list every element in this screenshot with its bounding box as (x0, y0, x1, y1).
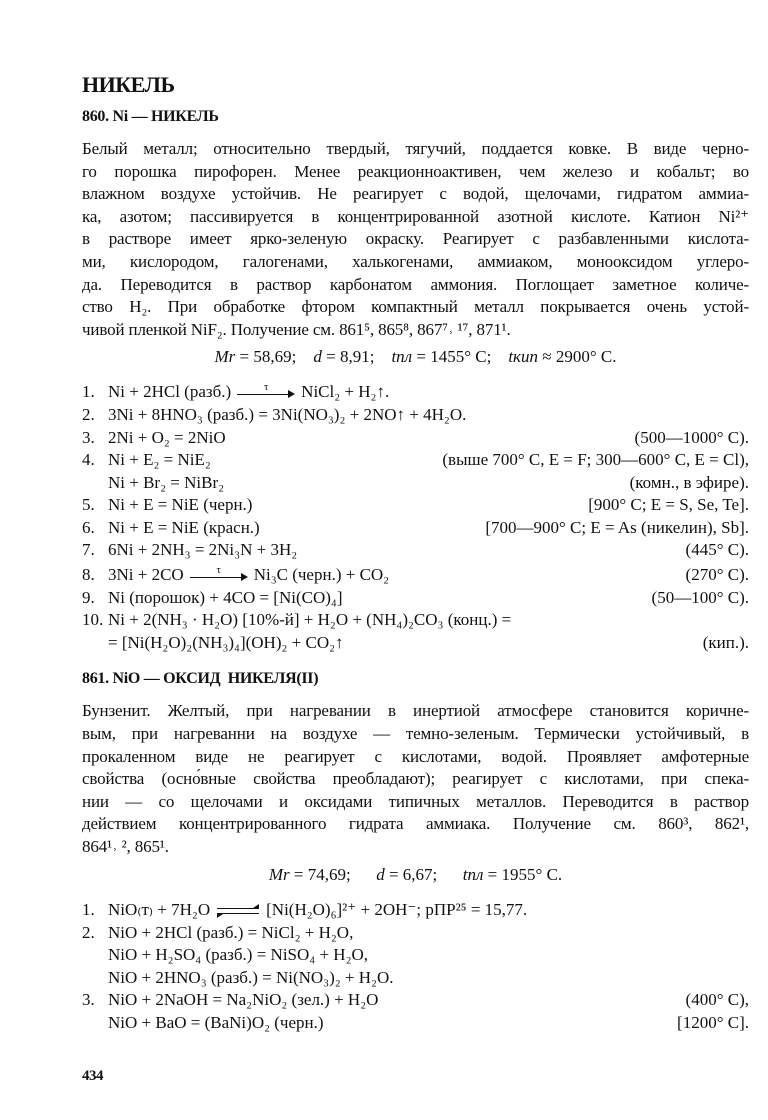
reaction-number: 1. (82, 382, 95, 402)
products: NiCl₂ + H₂↑. (301, 382, 390, 402)
text-line: прокаленном виде не реагирует с кислотами, водой. Проявляет амфотерные (82, 746, 749, 766)
reaction-row (82, 562, 749, 587)
reaction-conditions: (выше 700° C, E = F; 300—600° C, E = Cl), (442, 450, 749, 470)
reaction-row (82, 967, 749, 990)
reaction-conditions: [700—900° C; E = As (никелин), Sb]. (485, 517, 749, 537)
reaction-conditions (368, 944, 749, 967)
reaction-list (82, 897, 749, 1035)
text-line: свойства (осно́вные свойства преобладают); реагирует с кислотами, при спека- (82, 769, 749, 789)
reaction-row (82, 897, 749, 922)
text-line: ство H₂. При обработке фтором компактный металл покрывается очень устой- (82, 297, 749, 317)
text-line: чивой пленкой NiF₂. Получение см. 861⁵, 865⁸, 867⁷˒ ¹⁷, 871¹. (82, 319, 511, 339)
reaction-equation: 2Ni + O₂ = 2NiO (108, 427, 226, 447)
reaction-number: 10. (82, 610, 104, 630)
physical-constants: Mr = 74,69; d = 6,67; tпл = 1955° C. (268, 864, 563, 884)
reactants: NiO₍т₎ + 7H₂O (108, 899, 211, 919)
value-mr: 58,69 (253, 347, 292, 367)
physical-constants: Mr = 58,69; d = 8,91; tпл = 1455° C; tкип ≈ 2900° C. (214, 347, 617, 367)
reaction-row (82, 944, 749, 967)
reaction-equation: = [Ni(H₂O)₂(NH₃)₄](OH)₂ + CO₂↑ (108, 632, 344, 652)
text-line: да. Переводится в раствор карбонатом аммония. Поглощает заметное количе- (82, 274, 749, 294)
section-description (82, 700, 749, 858)
text-line: ка, азотом; пассивируется в концентрированной азотной кислоте. Катион Ni²⁺ (82, 206, 749, 226)
text-line: влажном воздухе устойчив. Не реагирует с водой, щелочами, гидратом аммиа- (82, 184, 749, 204)
reaction-row (82, 632, 749, 655)
reaction-arrow-icon (190, 563, 248, 583)
reaction-number: 9. (82, 587, 95, 607)
text-line: действием концентрированного гидрата аммиака. Получение см. 860³, 862¹, (82, 814, 749, 834)
reaction-equation: Ni + Br₂ = NiBr₂ (108, 472, 225, 492)
reaction-row (82, 472, 749, 495)
equilibrium-arrow-icon (217, 904, 259, 918)
reaction-conditions: (комн., в эфире). (629, 472, 749, 492)
reaction-arrow-icon (237, 381, 295, 400)
text-line: Бунзенит. Желтый, при нагревании в инертиой атмосфере становится коричне- (82, 701, 749, 721)
products: Ni₃C (черн.) + CO₂ (253, 564, 390, 584)
arrow-label: τ (263, 381, 269, 394)
text-line: 864¹˒ ², 865¹. (82, 836, 169, 856)
reactants: 3Ni + 2CO (108, 564, 184, 584)
section-heading: 860. Ni — НИКЕЛЬ (82, 108, 219, 125)
reaction-row (82, 609, 749, 632)
text-line: го порошка пирофорен. Менее реакционноактивен, чем железо и кобальт; во (82, 161, 749, 181)
text-line: ми, кислородом, галогенами, халькогенами, аммиаком, монооксидом углеро- (82, 251, 749, 271)
reaction-number (82, 632, 108, 655)
value-mr: 74,69 (307, 864, 346, 884)
reaction-number: 4. (82, 450, 95, 470)
value-melting-point: 1455° C (430, 347, 487, 367)
arrow-label: τ (216, 563, 221, 576)
reaction-equation: Ni + E = NiE (красн.) (108, 517, 260, 537)
page-number: 434 (82, 1068, 103, 1084)
reaction-equation: NiO + 2HNO₃ (разб.) = Ni(NO₃)₂ + H₂O. (108, 967, 394, 987)
label-mr: Mr (268, 864, 290, 884)
label-density: d (313, 347, 322, 367)
reaction-number: 6. (82, 517, 95, 537)
label-boiling-point: tкип (508, 347, 538, 367)
reaction-number (82, 967, 108, 990)
reaction-conditions (527, 897, 749, 922)
reaction-row (82, 517, 749, 540)
reaction-number: 2. (82, 405, 95, 425)
reaction-equation: NiO + 2NaOH = Na₂NiO₂ (зел.) + H₂O (108, 990, 379, 1009)
reaction-conditions (353, 922, 749, 945)
label-mr: Mr (214, 347, 236, 367)
book-page (82, 62, 749, 1085)
reaction-number: 2. (82, 922, 95, 942)
value-melting-point: 1955° C (501, 864, 558, 884)
value-density: 8,91 (339, 347, 370, 367)
section-861 (82, 666, 749, 1034)
reaction-row (82, 404, 749, 427)
reaction-row (82, 922, 749, 945)
products: [Ni(H₂O)₆]²⁺ + 2OH⁻; pПР²⁵ = 15,77. (266, 899, 528, 919)
reaction-equation (108, 897, 527, 922)
reaction-number (82, 472, 108, 495)
reaction-equation: NiO + 2HCl (разб.) = NiCl₂ + H₂O, (108, 922, 354, 942)
reaction-number: 3. (82, 990, 95, 1009)
reaction-row (82, 494, 749, 517)
label-melting-point: tпл (391, 347, 413, 367)
reaction-number: 3. (82, 427, 95, 447)
reaction-conditions: (270° C). (685, 564, 749, 584)
reaction-row (82, 449, 749, 472)
reaction-conditions: [900° C; E = S, Se, Te]. (588, 495, 749, 515)
reaction-conditions: [1200° C]. (677, 1012, 749, 1032)
chapter-title: НИКЕЛЬ (82, 72, 175, 97)
label-melting-point: tпл (462, 864, 484, 884)
reaction-equation: 6Ni + 2NH₃ = 2Ni₃N + 3H₂ (108, 540, 298, 560)
reaction-row (82, 379, 749, 404)
reaction-row (82, 539, 749, 562)
reaction-equation: NiO + BaO = (BaNi)O₂ (черн.) (108, 1012, 324, 1032)
reaction-conditions: (50—100° C). (651, 587, 749, 607)
reactants: Ni + 2HCl (разб.) (108, 382, 232, 402)
value-boiling-point: ≈ 2900° C (542, 347, 613, 367)
reaction-conditions: (400° C), (685, 990, 749, 1009)
reaction-number (82, 1012, 108, 1035)
reaction-equation: 3Ni + 8HNO₃ (разб.) = 3Ni(NO₃)₂ + 2NO↑ + 4H₂O. (108, 405, 467, 425)
reaction-number: 8. (82, 564, 95, 584)
reaction-list (82, 379, 749, 654)
reaction-conditions: (500—1000° C). (634, 427, 749, 447)
reaction-conditions: (кип.). (702, 632, 749, 652)
reaction-row (82, 989, 749, 1012)
reaction-conditions (511, 609, 749, 632)
label-density: d (376, 864, 385, 884)
reaction-equation (108, 562, 389, 587)
reaction-equation: Ni + E₂ = NiE₂ (108, 450, 211, 470)
section-860 (82, 104, 749, 654)
reaction-equation: Ni + E = NiE (черн.) (108, 495, 253, 515)
text-line: вым, при нагреванни на воздухе — темно-зеленым. Термически устойчивый, в (82, 723, 749, 743)
text-line: в растворе имеет ярко-зеленую окраску. Реагирует с разбавленными кислота- (82, 229, 749, 249)
value-density: 6,67 (402, 864, 433, 884)
reaction-equation: Ni + 2(NH₃ · H₂O) [10%-й] + H₂O + (NH₄)₂CO₃ (конц.) = (108, 610, 512, 630)
reaction-number: 1. (82, 899, 95, 919)
text-line: нии — со щелочами и оксидами типичных металлов. Переводится в раствор (82, 791, 749, 811)
reaction-conditions (466, 404, 749, 427)
reaction-equation: NiO + H₂SO₄ (разб.) = NiSO₄ + H₂O, (108, 945, 369, 964)
reaction-equation: Ni (порошок) + 4CO = [Ni(CO)₄] (108, 587, 343, 607)
reaction-conditions: (445° C). (685, 540, 749, 560)
text-line: Белый металл; относительно твердый, тягучий, поддается ковке. В виде черно- (82, 139, 749, 158)
reaction-number: 7. (82, 540, 95, 560)
reaction-number (82, 944, 108, 967)
reaction-row (82, 427, 749, 450)
reaction-number: 5. (82, 495, 95, 515)
reaction-conditions (389, 379, 749, 404)
reaction-row (82, 1012, 749, 1035)
reaction-row (82, 587, 749, 610)
reaction-equation (108, 379, 389, 404)
reaction-conditions (394, 967, 750, 990)
section-description (82, 138, 749, 341)
section-heading: 861. NiO — ОКСИД НИКЕЛЯ(II) (82, 670, 319, 688)
